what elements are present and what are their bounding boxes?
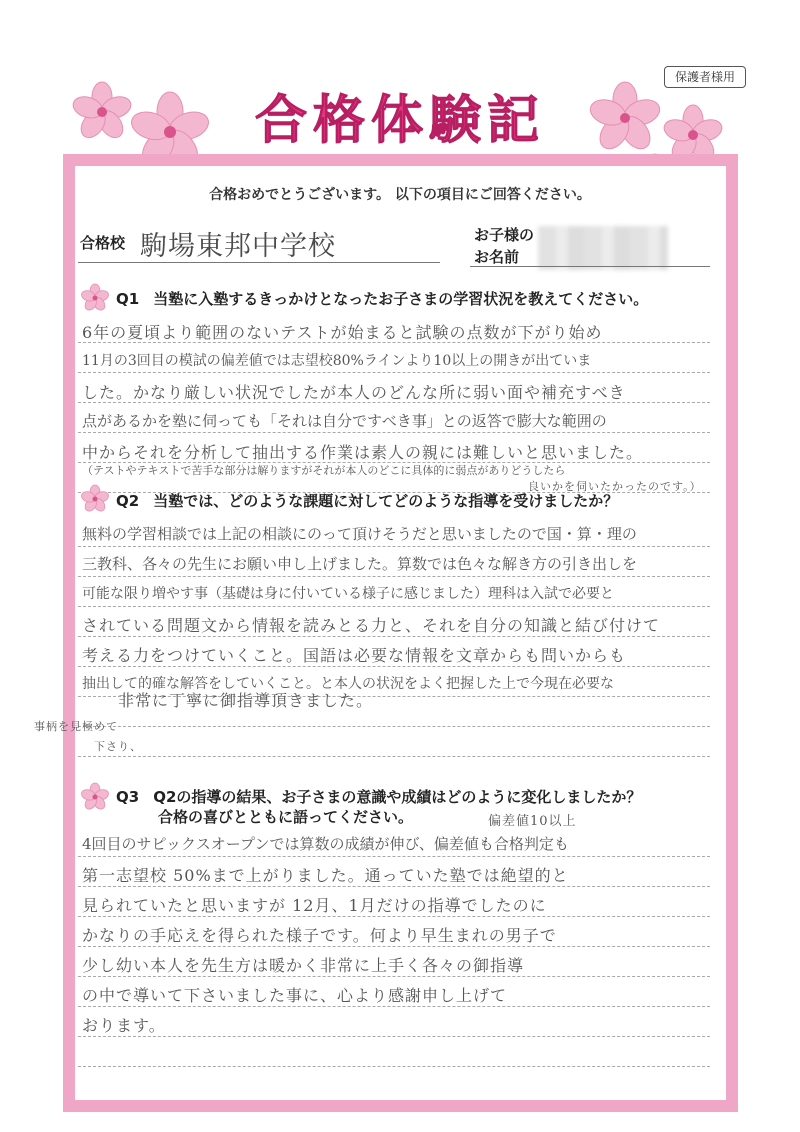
q2-rule — [78, 546, 710, 547]
q3-answer-line: 4回目のサピックスオープンでは算数の成績が伸び、偏差値も合格判定も — [82, 835, 569, 853]
school-label: 合格校 — [80, 234, 126, 252]
q2-question: 当塾では、どのような課題に対してどのような指導を受けましたか？ — [153, 492, 619, 510]
q2-rule — [78, 726, 710, 727]
q3-answer-line: 第一志望校 50%まで上がりました。通っていた塾では絶望的と — [82, 866, 569, 885]
q3-answer-line: 少し幼い本人を先生方は暖かく非常に上手く各々の御指導 — [82, 956, 525, 975]
q1-answer-line: 点があるかを塾に伺っても「それは自分ですべき事」との返答で膨大な範囲の — [82, 412, 607, 430]
school-value: 駒場東邦中学校 — [140, 231, 336, 262]
q1-answer-line: した。かなり厳しい状況でしたが本人のどんな所に弱い面や補充すべき — [82, 383, 626, 402]
q3-rule — [78, 1006, 710, 1007]
name-underline — [470, 266, 710, 267]
q2-answer-line: 抽出して的確な解答をしていくこと。と本人の状況をよく把握した上で今現在必要な — [82, 676, 614, 692]
q3-question-line2: 合格の喜びとともに語ってください。 — [158, 808, 414, 826]
parent-badge: 保護者様用 — [664, 66, 746, 88]
question-flower-icon — [80, 782, 110, 812]
name-label-line1: お子様の — [474, 226, 535, 244]
q1-answer-line: 良いかを伺いたかったのです。） — [528, 480, 702, 493]
intro-text: 合格おめでとうございます。 以下の項目にご回答ください。 — [209, 187, 591, 203]
q1-answer-line: 6年の夏頃より範囲のないテストが始まると試験の点数が下がり始め — [82, 323, 603, 342]
q2-answer-line: 可能な限り増やす事（基礎は身に付いている様子に感じました）理科は入試で必要と — [82, 586, 614, 602]
q2-answer-line: 三教科、各々の先生にお願い申し上げました。算数では色々な解き方の引き出しを — [82, 555, 638, 573]
q2-answer-line: されている問題文から情報を読みとる力と、それを自分の知識と結び付けて — [82, 616, 661, 635]
q1-question: 当塾に入塾するきっかけとなったお子さまの学習状況を教えてください。 — [153, 290, 649, 308]
question-flower-icon — [80, 484, 110, 514]
q3-number: Q3 — [116, 788, 140, 806]
q1-answer-line: 中からそれを分析して抽出する作業は素人の親には難しいと思いました。 — [82, 443, 644, 462]
blossom-icon — [587, 82, 663, 154]
q3-rule — [78, 1036, 710, 1037]
q1-answer-line: 11月の3回目の模試の偏差値では志望校80%ラインより10以上の開きが出ていま — [82, 353, 592, 369]
q1-answer-line: （テストやテキストで苦手な部分は解りますがそれが本人のどこに具体的に弱点がありどうしたら — [82, 464, 566, 477]
q3-insert-note: 偏差値10以上 — [488, 814, 577, 829]
q3-heading — [116, 786, 641, 807]
q3-answer-line: 見られていたと思いますが 12月、1月だけの指導でしたのに — [82, 896, 547, 915]
q2-rule — [78, 666, 710, 667]
name-label-line2: お名前 — [474, 248, 520, 266]
q2-heading — [116, 490, 618, 511]
q2-rule — [78, 636, 710, 637]
q2-margin-note: 下さり、 — [94, 740, 142, 753]
q3-answer-line: おります。 — [82, 1016, 166, 1035]
q2-rule — [78, 756, 710, 757]
q2-number: Q2 — [116, 492, 140, 510]
q3-rule — [78, 946, 710, 947]
q3-answer-line: かなりの手応えを得られた様子です。何より早生まれの男子で — [82, 926, 557, 945]
q1-rule — [78, 432, 710, 433]
q2-rule — [78, 606, 710, 607]
q3-question-line1: Q2の指導の結果、お子さまの意識や成績はどのように変化しましたか？ — [153, 788, 642, 806]
q3-answer-line: の中で導いて下さいました事に、心より感謝申し上げて — [82, 986, 508, 1005]
q3-rule — [78, 916, 710, 917]
school-underline — [78, 262, 440, 263]
q2-margin-note: 事柄を見極めて — [34, 720, 118, 733]
q2-rule — [78, 576, 710, 577]
question-flower-icon — [80, 283, 110, 313]
q1-rule — [78, 372, 710, 373]
q3-rule — [78, 856, 710, 857]
q2-answer-line: 考える力をつけていくこと。国語は必要な情報を文章からも問いからも — [82, 646, 627, 665]
blossom-icon — [70, 82, 133, 142]
q3-rule — [78, 886, 710, 887]
name-redacted — [538, 226, 668, 270]
page-title: 合格体験記 — [254, 90, 545, 151]
q3-rule — [78, 976, 710, 977]
q2-answer-line: 非常に丁寧に御指導頂きました。 — [118, 691, 374, 710]
q1-heading — [116, 288, 648, 309]
q1-number: Q1 — [116, 290, 140, 308]
q2-answer-line: 無料の学習相談では上記の相談にのって頂けそうだと思いましたので国・算・理の — [82, 525, 637, 543]
q3-rule — [78, 1066, 710, 1067]
